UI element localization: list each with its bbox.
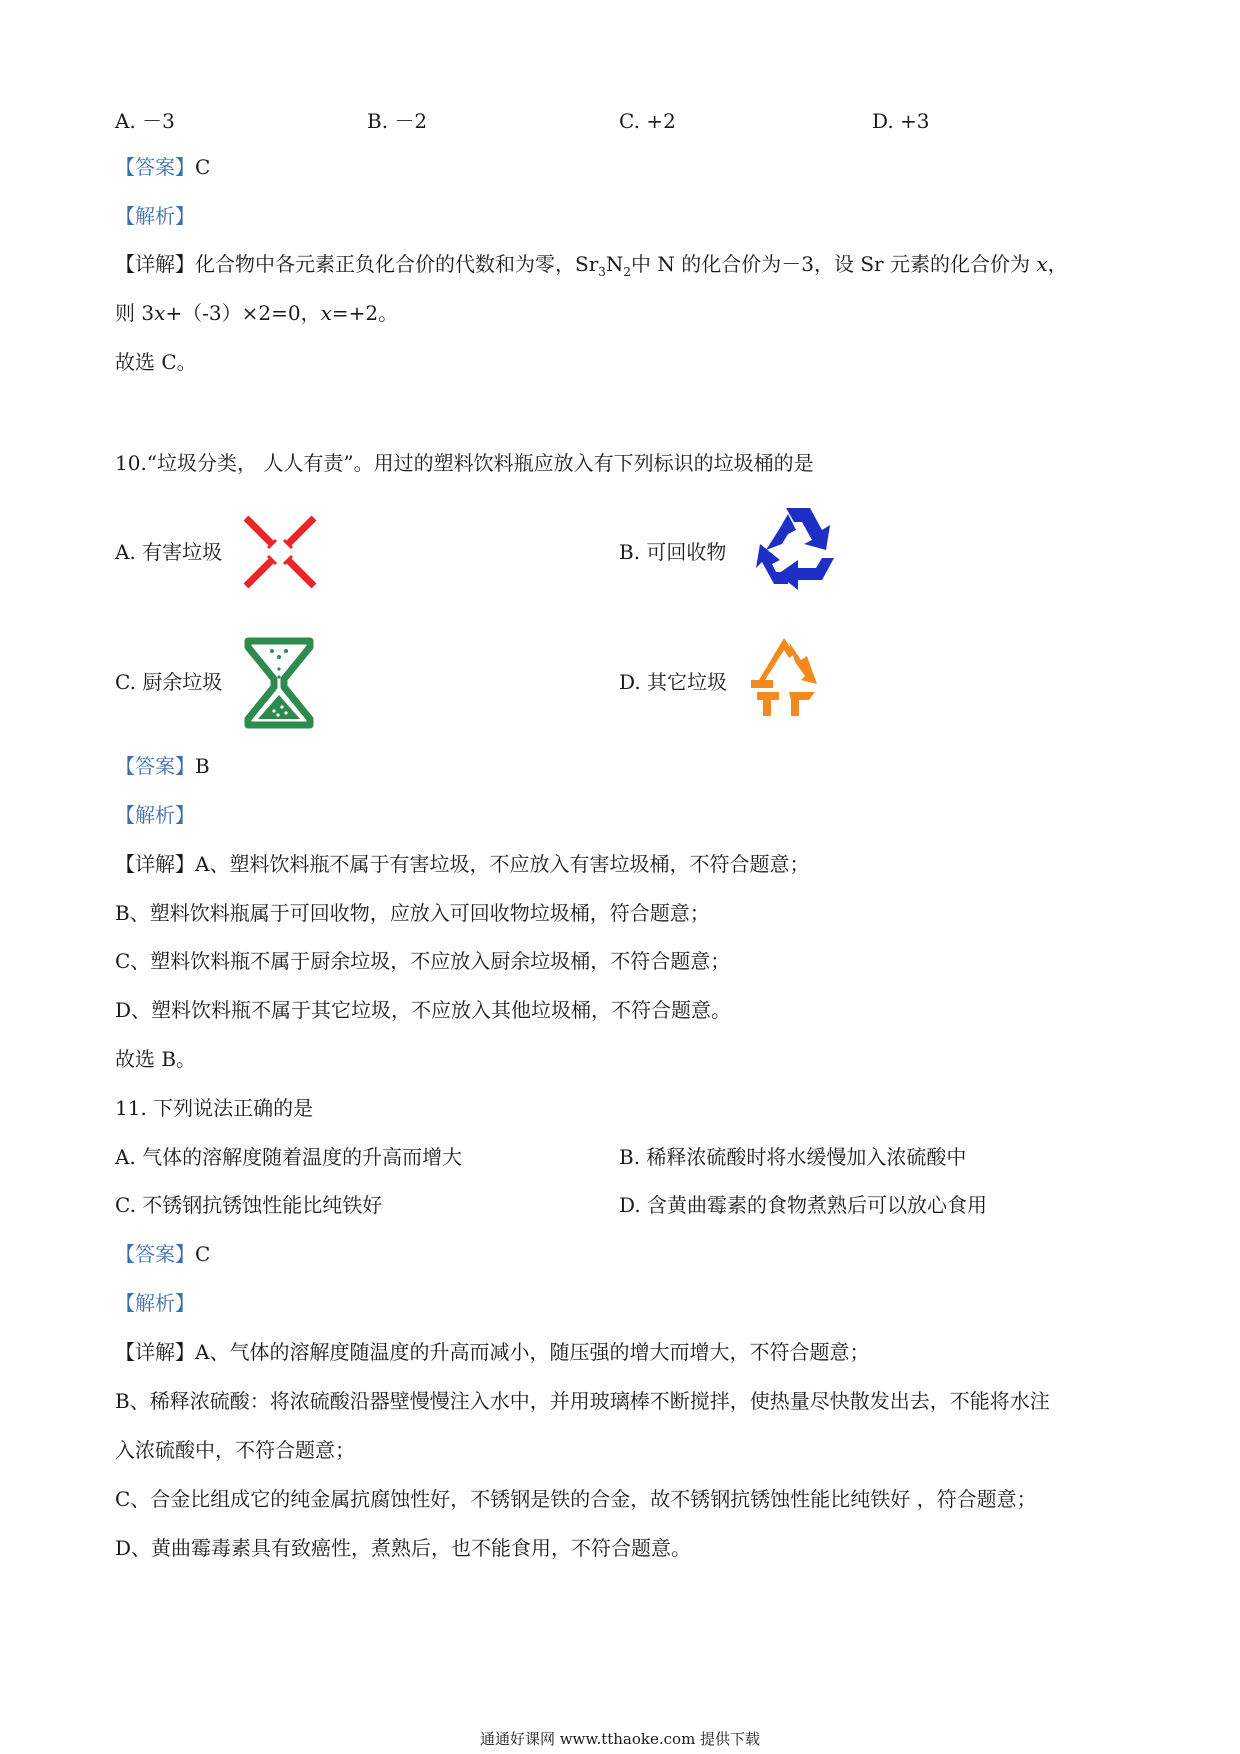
- q9-option-b: B. －2: [367, 109, 428, 133]
- q10-option-a-label: A. 有害垃圾: [115, 540, 223, 564]
- q11-stem: 11. 下列说法正确的是: [115, 1096, 314, 1120]
- q11-answer: [115, 1239, 210, 1269]
- q9-option-c: C. +2: [619, 109, 676, 133]
- detail-text: 化合物中各元素正负化合价的代数和为零，Sr: [195, 252, 599, 276]
- q9-analysis-label: 【解析】: [115, 204, 195, 228]
- q11-option-c: C. 不锈钢抗锈蚀性能比纯铁好: [115, 1193, 383, 1217]
- q9-detail-line2: [115, 298, 398, 328]
- answer-value: C: [195, 1242, 211, 1266]
- q11-detail-line5: D、黄曲霉毒素具有致癌性，煮熟后，也不能食用，不符合题意。: [115, 1536, 692, 1560]
- q10-option-d-label: D. 其它垃圾: [619, 670, 728, 694]
- q11-detail-line1: [115, 1337, 869, 1367]
- equation-prefix: 则 3: [115, 301, 155, 325]
- q9-option-a: A. －3: [115, 109, 175, 133]
- q10-option-c-label: C. 厨余垃圾: [115, 670, 223, 694]
- q11-analysis-label: 【解析】: [115, 1291, 195, 1315]
- subscript-3: 3: [598, 265, 606, 279]
- recycle-icon: [750, 500, 846, 596]
- detail-label: 【详解】: [115, 852, 195, 876]
- equation-end: =+2。: [331, 301, 399, 325]
- q11-detail-line3: 入浓硫酸中，不符合题意；: [115, 1438, 355, 1462]
- answer-label: 【答案】: [115, 1242, 195, 1266]
- answer-value: B: [195, 754, 210, 778]
- q11-detail-line2: B、稀释浓硫酸：将浓硫酸沿器壁慢慢注入水中，并用玻璃棒不断搅拌，使热量尽快散发出去，不能将水注: [115, 1389, 1050, 1413]
- equation-mid: +（-3）×2=0，: [165, 301, 321, 325]
- q11-option-d: D. 含黄曲霉素的食物煮熟后可以放心食用: [619, 1193, 988, 1217]
- q11-option-b: B. 稀释浓硫酸时将水缓慢加入浓硫酸中: [619, 1145, 967, 1169]
- q9-detail-line1: [115, 249, 1068, 279]
- page-footer: 通通好课网 www.tthaoke.com 提供下载: [479, 1730, 761, 1748]
- q10-detail-line1: [115, 849, 809, 879]
- detail-label: 【详解】: [115, 1340, 195, 1364]
- q11-option-a: A. 气体的溶解度随着温度的升高而增大: [115, 1145, 463, 1169]
- variable-x: x: [154, 301, 166, 325]
- kitchen-waste-icon: [242, 635, 316, 731]
- q9-conclusion: 故选 C。: [115, 350, 197, 374]
- subscript-2: 2: [623, 265, 632, 279]
- comma: ，: [1047, 252, 1068, 276]
- q9-option-d: D. +3: [872, 109, 930, 133]
- q11-detail-line4: C、合金比组成它的纯金属抗腐蚀性好，不锈钢是铁的合金，故不锈钢抗锈蚀性能比纯铁好 ，符合题意；: [115, 1487, 1037, 1511]
- variable-x: x: [320, 301, 332, 325]
- q10-option-b-label: B. 可回收物: [619, 540, 727, 564]
- answer-value: C: [195, 155, 211, 179]
- q10-analysis-label: 【解析】: [115, 803, 195, 827]
- nitrogen-symbol: N: [605, 252, 624, 276]
- answer-label: 【答案】: [115, 754, 195, 778]
- answer-label: 【答案】: [115, 155, 195, 179]
- q9-answer: [115, 152, 210, 182]
- q10-detail-line3: C、塑料饮料瓶不属于厨余垃圾，不应放入厨余垃圾桶，不符合题意；: [115, 949, 731, 973]
- q10-stem: 10.“垃圾分类， 人人有责”。用过的塑料饮料瓶应放入有下列标识的垃圾桶的是: [115, 451, 814, 475]
- hazardous-waste-icon: [240, 512, 320, 592]
- detail-label: 【详解】: [115, 252, 195, 276]
- other-waste-icon: [745, 634, 823, 720]
- detail-text: A、塑料饮料瓶不属于有害垃圾，不应放入有害垃圾桶，不符合题意；: [195, 852, 810, 876]
- detail-text: 中 N 的化合价为－3，设 Sr 元素的化合价为: [631, 252, 1037, 276]
- q10-answer: [115, 751, 210, 781]
- q10-detail-line4: D、塑料饮料瓶不属于其它垃圾，不应放入其他垃圾桶，不符合题意。: [115, 998, 732, 1022]
- variable-x: x: [1036, 252, 1048, 276]
- q10-detail-line2: B、塑料饮料瓶属于可回收物，应放入可回收物垃圾桶，符合题意；: [115, 901, 710, 925]
- detail-text: A、气体的溶解度随温度的升高而减小，随压强的增大而增大，不符合题意；: [195, 1340, 870, 1364]
- q10-conclusion: 故选 B。: [115, 1047, 197, 1071]
